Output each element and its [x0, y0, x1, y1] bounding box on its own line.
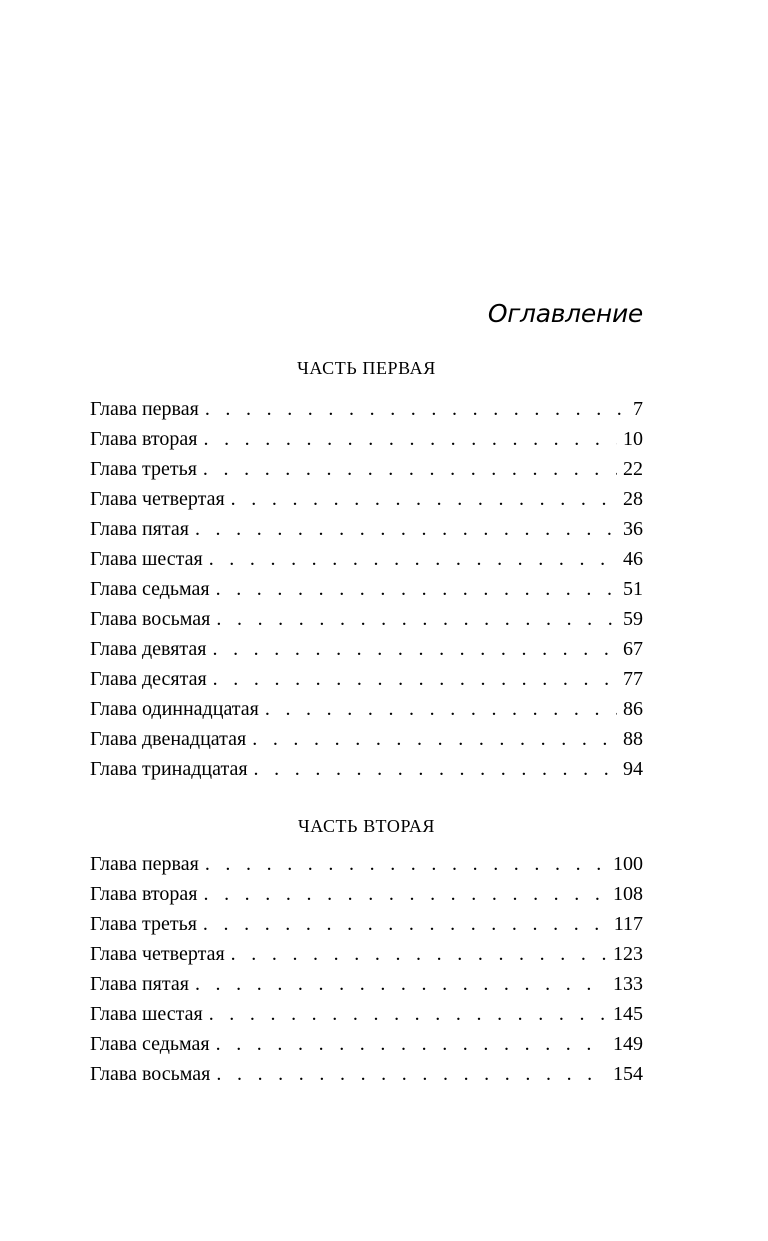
toc-entry[interactable] [90, 999, 643, 1029]
toc-entry[interactable] [90, 544, 643, 574]
toc-dot-leader [203, 424, 617, 454]
toc-dot-leader [209, 999, 607, 1029]
toc-chapter-title: Глава шестая [90, 548, 203, 570]
toc-chapter-title: Глава седьмая [90, 1033, 210, 1055]
toc-entry[interactable] [90, 484, 643, 514]
toc-dot-leader [265, 694, 617, 724]
toc-dot-leader [212, 634, 617, 664]
toc-chapter-title: Глава вторая [90, 428, 198, 450]
toc-dot-leader [216, 1059, 607, 1089]
toc-entry[interactable] [90, 634, 643, 664]
toc-entry[interactable] [90, 724, 643, 754]
toc-chapter-title: Глава вторая [90, 883, 198, 905]
toc-chapter-title: Глава тринадцатая [90, 758, 248, 780]
toc-page-number: 94 [623, 758, 643, 780]
toc-dot-leader [205, 394, 627, 424]
toc-page-number: 7 [633, 398, 643, 420]
toc-dot-leader [231, 484, 617, 514]
toc-entry[interactable] [90, 694, 643, 724]
toc-chapter-title: Глава седьмая [90, 578, 210, 600]
toc-page-number: 86 [623, 698, 643, 720]
toc-dot-leader [209, 544, 617, 574]
toc-chapter-title: Глава одиннадцатая [90, 698, 259, 720]
toc-entry[interactable] [90, 754, 643, 784]
toc-entry[interactable] [90, 969, 643, 999]
toc-chapter-title: Глава десятая [90, 668, 207, 690]
toc-chapter-title: Глава третья [90, 913, 197, 935]
toc-page-number: 123 [613, 943, 643, 965]
toc-chapter-title: Глава первая [90, 398, 199, 420]
toc-dot-leader [252, 724, 617, 754]
toc-page-number: 108 [613, 883, 643, 905]
toc-chapter-title: Глава пятая [90, 973, 189, 995]
toc-dot-leader [195, 514, 617, 544]
toc-chapter-title: Глава четвертая [90, 943, 225, 965]
toc-page-number: 51 [623, 578, 643, 600]
toc-page-number: 77 [623, 668, 643, 690]
toc-chapter-title: Глава третья [90, 458, 197, 480]
toc-dot-leader [216, 1029, 607, 1059]
toc-page-number: 154 [613, 1063, 643, 1085]
toc-page-number: 117 [613, 913, 643, 935]
toc-entry[interactable] [90, 879, 643, 909]
toc-entry[interactable] [90, 1059, 643, 1089]
toc-entry[interactable] [90, 909, 643, 939]
toc-entry[interactable] [90, 849, 643, 879]
toc-dot-leader [216, 604, 617, 634]
toc-page-number: 59 [623, 608, 643, 630]
toc-dot-leader [216, 574, 617, 604]
toc-page-number: 46 [623, 548, 643, 570]
toc-chapter-title: Глава восьмая [90, 1063, 211, 1085]
toc-page-number: 133 [613, 973, 643, 995]
page-title: Оглавление [487, 299, 643, 328]
toc-page-number: 67 [623, 638, 643, 660]
toc-chapter-title: Глава девятая [90, 638, 207, 660]
toc-entry[interactable] [90, 394, 643, 424]
toc-dot-leader [254, 754, 617, 784]
part-heading-first: ЧАСТЬ ПЕРВАЯ [297, 358, 436, 378]
toc-entry[interactable] [90, 664, 643, 694]
toc-entry[interactable] [90, 604, 643, 634]
toc-chapter-title: Глава двенадцатая [90, 728, 247, 750]
toc-entry[interactable] [90, 939, 643, 969]
toc-chapter-title: Глава пятая [90, 518, 189, 540]
toc-list-part-two [90, 849, 643, 1089]
toc-chapter-title: Глава восьмая [90, 608, 211, 630]
toc-dot-leader [231, 939, 607, 969]
toc-page-number: 145 [613, 1003, 643, 1025]
toc-page-number: 149 [613, 1033, 643, 1055]
toc-page-number: 10 [623, 428, 643, 450]
toc-page-number: 88 [623, 728, 643, 750]
toc-page-number: 100 [613, 853, 643, 875]
toc-entry[interactable] [90, 454, 643, 484]
toc-entry[interactable] [90, 574, 643, 604]
toc-dot-leader [213, 664, 617, 694]
toc-entry[interactable] [90, 424, 643, 454]
toc-dot-leader [203, 454, 617, 484]
toc-entry[interactable] [90, 1029, 643, 1059]
toc-chapter-title: Глава шестая [90, 1003, 203, 1025]
toc-dot-leader [203, 879, 607, 909]
toc-page-number: 28 [623, 488, 643, 510]
toc-page-number: 22 [623, 458, 643, 480]
toc-dot-leader [195, 969, 607, 999]
toc-chapter-title: Глава четвертая [90, 488, 225, 510]
toc-entry[interactable] [90, 514, 643, 544]
toc-list-part-one [90, 394, 643, 784]
toc-chapter-title: Глава первая [90, 853, 199, 875]
part-heading-second: ЧАСТЬ ВТОРАЯ [297, 816, 436, 836]
toc-page-number: 36 [623, 518, 643, 540]
toc-dot-leader [205, 849, 607, 879]
toc-dot-leader [203, 909, 608, 939]
